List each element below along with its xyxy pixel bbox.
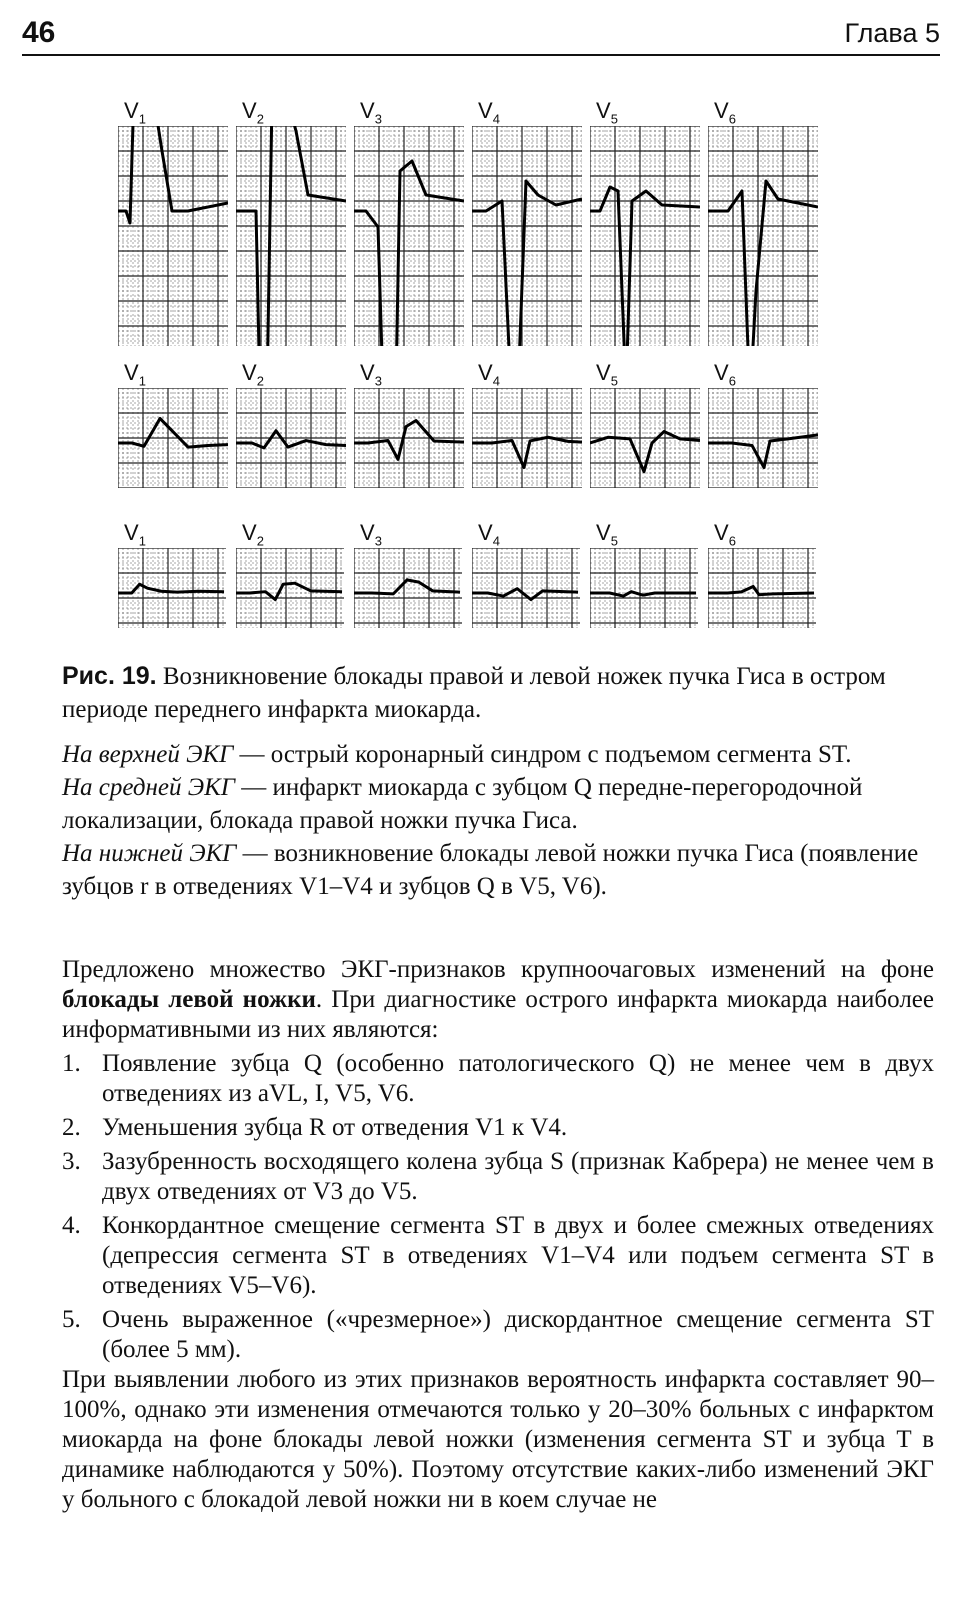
ecg-grid [236, 548, 344, 628]
ecg-panel-v6 [708, 520, 816, 628]
ecg-panel-v3 [354, 360, 464, 488]
ecg-panel-v1 [118, 360, 228, 488]
figure-caption [62, 660, 922, 903]
caption-note-text: — инфаркт миокарда с зубцом Q передне-перегородочной локализации, блокада правой ножки пучка Гиса. [62, 774, 863, 834]
lead-label: $V_4$ [478, 98, 500, 127]
ecg-grid [472, 388, 582, 488]
ecg-panel-v2 [236, 360, 346, 488]
caption-note-label: На верхней ЭКГ [62, 741, 234, 768]
ecg-grid [118, 548, 226, 628]
intro-text: Предложено множество ЭКГ-признаков крупноочаговых изменений на фоне [62, 956, 934, 983]
list-item-text: Зазубренность восходящего колена зубца S (признак Кабрера) не менее чем в двух отведениях от V3 до V5. [102, 1148, 934, 1205]
ecg-grid [590, 388, 700, 488]
caption-note-label: На нижней ЭКГ [62, 840, 237, 867]
caption-note-top [62, 738, 922, 771]
ecg-grid [708, 388, 818, 488]
lead-label: $V_6$ [714, 360, 736, 389]
ecg-panel-v2 [236, 520, 344, 628]
lead-label: $V_4$ [478, 360, 500, 389]
ecg-panel-v3 [354, 98, 464, 346]
intro-bold-term: блокады левой ножки [62, 986, 316, 1013]
intro-paragraph [62, 955, 934, 1045]
ecg-grid [354, 548, 462, 628]
ecg-trace [590, 592, 696, 596]
criteria-list [62, 1049, 934, 1365]
ecg-grid [708, 126, 818, 346]
lead-label: $V_6$ [714, 520, 736, 549]
lead-label: $V_2$ [242, 360, 264, 389]
ecg-panel-v4 [472, 98, 582, 346]
list-item-number: 3. [62, 1148, 81, 1175]
caption-title-text: Возникновение блокады правой и левой ножек пучка Гиса в остром периоде переднего инфаркта миокарда. [62, 663, 886, 723]
body-text [62, 955, 934, 1515]
ecg-grid [236, 126, 346, 346]
list-item [62, 1049, 934, 1109]
lead-label: $V_2$ [242, 520, 264, 549]
caption-note-text: — возникновение блокады левой ножки пучка Гиса (появление зубцов r в отведениях V1–V4 и зубцов Q в V5, V6). [62, 840, 919, 900]
list-item [62, 1113, 934, 1143]
list-item-text: Очень выраженное («чрезмерное») дискордантное смещение сегмента ST (более 5 мм). [102, 1306, 934, 1363]
caption-label: Рис. 19. [62, 662, 157, 690]
intro-text-end: . При диагностике острого инфаркта миокарда наиболее информативными из них являются: [62, 986, 934, 1043]
lead-label: $V_5$ [596, 520, 618, 549]
lead-label: $V_5$ [596, 98, 618, 127]
ecg-grid [354, 388, 464, 488]
ecg-panel-v4 [472, 360, 582, 488]
list-item [62, 1305, 934, 1365]
list-item [62, 1147, 934, 1207]
ecg-panel-v2 [236, 98, 346, 346]
lead-label: $V_5$ [596, 360, 618, 389]
ecg-panel-v1 [118, 520, 226, 628]
ecg-panel-v6 [708, 360, 818, 488]
caption-note-text: — острый коронарный синдром с подъемом сегмента ST. [233, 741, 852, 768]
ecg-panel-v4 [472, 520, 580, 628]
caption-note-label: На средней ЭКГ [62, 774, 235, 801]
ecg-trace [118, 418, 228, 447]
list-item-number: 1. [62, 1050, 81, 1077]
ecg-panel-v5 [590, 520, 698, 628]
chapter-title: Глава 5 [844, 18, 940, 48]
ecg-grid [118, 126, 228, 346]
lead-label: $V_4$ [478, 520, 500, 549]
ecg-grid [472, 548, 580, 628]
ecg-figure [118, 98, 838, 638]
caption-note-bottom [62, 837, 922, 903]
list-item-text: Конкордантное смещение сегмента ST в двух и более смежных отведениях (депрессия сегмента ST в отведениях V1–V4 или подъем сегмента ST в отведениях V5–V6). [102, 1212, 934, 1299]
page-number: 46 [22, 16, 56, 49]
ecg-row-middle [118, 360, 838, 495]
lead-label: $V_1$ [124, 98, 146, 127]
ecg-panel-v6 [708, 98, 818, 346]
lead-label: $V_3$ [360, 98, 382, 127]
closing-paragraph: При выявлении любого из этих признаков вероятность инфаркта составляет 90–100%, однако эти изменения отмечаются только у 20–30% больных с инфарктом миокарда на фоне блокады левой ножки (изменения сегмента ST и зубца T в динамике наблюдаются у 50%). Поэтому отсутствие каких-либо изменений ЭКГ у больного с блокадой левой ножки ни в коем случае не [62, 1366, 934, 1513]
ecg-trace [354, 580, 460, 594]
list-item-number: 2. [62, 1114, 81, 1141]
ecg-grid [708, 548, 816, 628]
ecg-grid [590, 126, 700, 346]
list-item-text: Появление зубца Q (особенно патологического Q) не менее чем в двух отведениях из aVL, I, V5, V6. [102, 1050, 934, 1107]
lead-label: $V_1$ [124, 520, 146, 549]
ecg-panel-v1 [118, 98, 228, 346]
lead-label: $V_2$ [242, 98, 264, 127]
ecg-grid [118, 388, 228, 488]
lead-label: $V_1$ [124, 360, 146, 389]
ecg-panel-v5 [590, 360, 700, 488]
ecg-row-top [118, 98, 838, 348]
ecg-trace [708, 586, 814, 594]
list-item-number: 5. [62, 1306, 81, 1333]
ecg-grid [354, 126, 464, 346]
list-item-text: Уменьшения зубца R от отведения V1 к V4. [102, 1114, 568, 1141]
list-item-number: 4. [62, 1212, 81, 1239]
running-header [22, 14, 940, 56]
ecg-grid [236, 388, 346, 488]
caption-note-middle [62, 771, 922, 837]
lead-label: $V_6$ [714, 98, 736, 127]
ecg-row-bottom [118, 520, 838, 630]
ecg-grid [472, 126, 582, 346]
ecg-panel-v3 [354, 520, 462, 628]
caption-title [62, 660, 922, 726]
ecg-grid [590, 548, 698, 628]
lead-label: $V_3$ [360, 360, 382, 389]
list-item [62, 1211, 934, 1301]
lead-label: $V_3$ [360, 520, 382, 549]
ecg-panel-v5 [590, 98, 700, 346]
